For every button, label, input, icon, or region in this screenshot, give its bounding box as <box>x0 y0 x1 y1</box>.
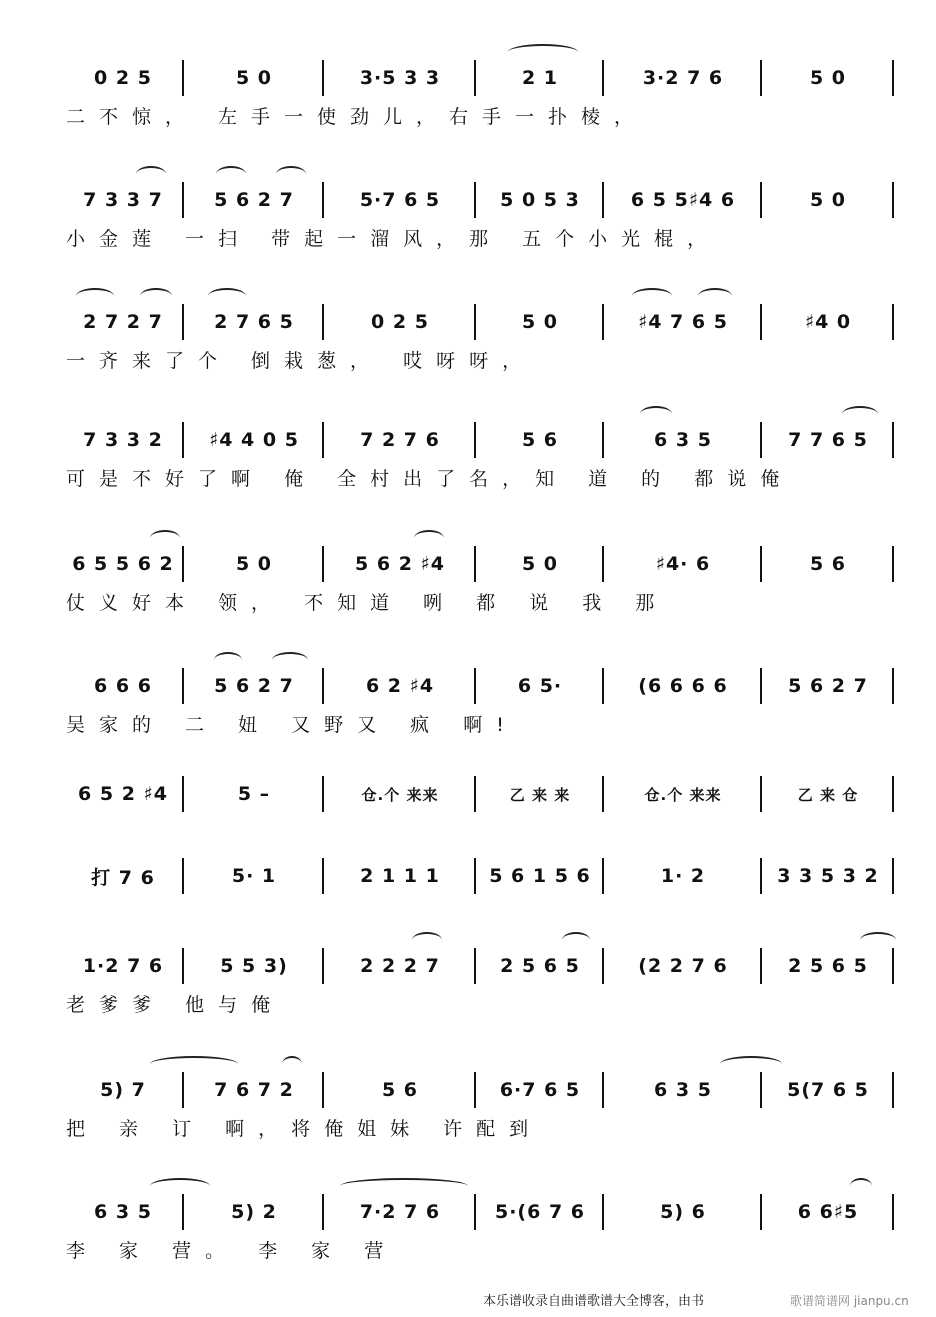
measure: ♯4 0 <box>804 311 852 333</box>
measure: 6 2 ♯4 <box>365 675 435 697</box>
measure: 5 0 5 3 <box>500 189 580 211</box>
lyrics-row <box>66 588 896 618</box>
measure: 5·(6 7 6 <box>494 1201 585 1223</box>
barline <box>322 776 324 812</box>
barline <box>760 1072 762 1108</box>
barline <box>892 1194 894 1230</box>
barline <box>602 182 604 218</box>
slur-mark <box>632 288 672 304</box>
barline <box>760 948 762 984</box>
measure: 5) 7 <box>100 1079 146 1101</box>
measure: 7 3 3 7 <box>83 189 163 211</box>
measure: ♯4 4 0 5 <box>209 429 299 451</box>
slur-mark <box>136 166 166 182</box>
lyrics-line: 二不惊， 左手一使劲儿，右手一扑棱， <box>66 106 648 128</box>
slur-mark <box>698 288 732 304</box>
measure: 2 5 6 5 <box>500 955 580 977</box>
source-note: 本乐谱收录自曲谱歌谱大全博客，由书 <box>483 1294 705 1309</box>
barline <box>602 858 604 894</box>
measure: 3 3 5 3 2 <box>777 865 879 887</box>
barline <box>760 422 762 458</box>
measure: 打 7 6 <box>91 866 155 889</box>
measure: 1· 2 <box>660 865 706 887</box>
slur-mark <box>412 932 442 948</box>
notes-row <box>66 946 896 986</box>
slur-mark <box>276 166 306 182</box>
barline <box>892 60 894 96</box>
slur-mark <box>860 932 896 948</box>
barline <box>474 776 476 812</box>
barline <box>892 422 894 458</box>
notes-row <box>66 302 896 342</box>
measure: 5 0 <box>809 67 847 89</box>
measure: 5(7 6 5 <box>787 1079 869 1101</box>
measure: ♯4· 6 <box>655 553 711 575</box>
measure: 5 6 2 ♯4 <box>355 553 445 575</box>
measure: 5 0 <box>521 553 559 575</box>
measure: 仓.个 来来 <box>361 785 439 804</box>
measure: 2 5 6 5 <box>788 955 868 977</box>
lyrics-row <box>66 710 896 740</box>
barline <box>182 182 184 218</box>
measure: 5 6 <box>809 553 847 575</box>
barline <box>474 668 476 704</box>
barline <box>182 60 184 96</box>
notes-row <box>66 180 896 220</box>
lyrics-row <box>66 102 896 132</box>
measure: 5 6 2 7 <box>214 675 294 697</box>
barline <box>322 668 324 704</box>
measure: 6 6♯5 <box>797 1201 859 1223</box>
lyrics-row <box>66 900 896 930</box>
slur-mark <box>76 288 114 304</box>
slur-mark <box>216 166 246 182</box>
footer <box>0 1284 936 1314</box>
slur-mark <box>850 1178 872 1194</box>
measure: 6 5· <box>517 675 563 697</box>
barline <box>602 546 604 582</box>
lyrics-row <box>66 346 896 376</box>
measure: 7 6 7 2 <box>214 1079 294 1101</box>
barline <box>474 948 476 984</box>
barline <box>182 858 184 894</box>
measure: 7 7 6 5 <box>788 429 868 451</box>
barline <box>322 1072 324 1108</box>
measure: 5 6 1 5 6 <box>489 865 591 887</box>
barline <box>182 304 184 340</box>
measure: 5 0 <box>809 189 847 211</box>
slur-mark <box>340 1178 468 1194</box>
barline <box>892 1072 894 1108</box>
measure: 0 2 5 <box>371 311 429 333</box>
lyrics-line: 一齐来了个 倒栽葱， 哎呀呀， <box>66 350 536 372</box>
barline <box>182 546 184 582</box>
measure: 5 – <box>237 783 271 805</box>
barline <box>760 546 762 582</box>
lyrics-line: 把 亲 订 啊，将俺姐妹 许配到 <box>66 1118 543 1140</box>
barline <box>602 1072 604 1108</box>
slur-mark <box>562 932 590 948</box>
barline <box>892 948 894 984</box>
measure: 2 1 <box>521 67 559 89</box>
slur-mark <box>842 406 878 422</box>
barline <box>760 1194 762 1230</box>
measure: 5 6 2 7 <box>214 189 294 211</box>
measure: 2 7 2 7 <box>83 311 163 333</box>
barline <box>474 1072 476 1108</box>
barline <box>182 948 184 984</box>
barline <box>892 776 894 812</box>
measure: 6 5 5♯4 6 <box>630 189 736 211</box>
measure: 0 2 5 <box>94 67 152 89</box>
slur-mark <box>214 652 242 668</box>
measure: 5 5 3) <box>220 955 288 977</box>
barline <box>602 776 604 812</box>
lyrics-row <box>66 464 896 494</box>
barline <box>892 858 894 894</box>
barline <box>182 776 184 812</box>
barline <box>760 304 762 340</box>
measure: 7 3 3 2 <box>83 429 163 451</box>
slur-mark <box>140 288 172 304</box>
measure: 5 6 <box>521 429 559 451</box>
lyrics-row <box>66 990 896 1020</box>
barline <box>602 422 604 458</box>
measure: ♯4 7 6 5 <box>638 311 728 333</box>
slur-mark <box>208 288 246 304</box>
barline <box>760 668 762 704</box>
lyrics-line: 老爹爹 他与俺 <box>66 994 285 1016</box>
barline <box>182 1194 184 1230</box>
notes-row <box>66 58 896 98</box>
measure: 5·7 6 5 <box>359 189 441 211</box>
measure: 6 3 5 <box>654 1079 712 1101</box>
barline <box>760 776 762 812</box>
measure: 5 0 <box>235 553 273 575</box>
notes-row <box>66 1192 896 1232</box>
barline <box>602 668 604 704</box>
slur-mark <box>150 1056 238 1072</box>
measure: (6 6 6 6 <box>638 675 728 697</box>
barline <box>602 60 604 96</box>
barline <box>892 304 894 340</box>
barline <box>892 668 894 704</box>
measure: 2 7 6 5 <box>214 311 294 333</box>
lyrics-line <box>66 900 896 930</box>
barline <box>602 948 604 984</box>
barline <box>322 422 324 458</box>
barline <box>182 1072 184 1108</box>
barline <box>760 182 762 218</box>
barline <box>474 546 476 582</box>
measure: 乙 来 来 <box>509 785 571 804</box>
lyrics-line: 吴家的 二 妞 又野又 疯 啊! <box>66 714 518 736</box>
barline <box>474 1194 476 1230</box>
measure: 2 1 1 1 <box>360 865 440 887</box>
measure: 6 5 5 6 2 <box>72 553 174 575</box>
measure: 5 6 <box>381 1079 419 1101</box>
barline <box>322 858 324 894</box>
slur-mark <box>720 1056 782 1072</box>
measure: 7·2 7 6 <box>359 1201 441 1223</box>
watermark: 歌谱简谱网 jianpu.cn <box>790 1294 909 1308</box>
slur-mark <box>414 530 444 546</box>
barline <box>322 182 324 218</box>
notes-row <box>66 856 896 896</box>
measure: 2 2 2 7 <box>360 955 440 977</box>
barline <box>474 304 476 340</box>
measure: (2 2 7 6 <box>638 955 728 977</box>
barline <box>474 422 476 458</box>
barline <box>760 858 762 894</box>
measure: 5) 2 <box>231 1201 277 1223</box>
notes-row <box>66 420 896 460</box>
barline <box>892 182 894 218</box>
measure: 5· 1 <box>231 865 277 887</box>
measure: 6 3 5 <box>94 1201 152 1223</box>
lyrics-line: 可是不好了啊 俺 全村出了名，知 道 的 都说俺 <box>66 468 794 490</box>
measure: 6 3 5 <box>654 429 712 451</box>
slur-mark <box>150 530 180 546</box>
barline <box>182 668 184 704</box>
barline <box>182 422 184 458</box>
barline <box>474 182 476 218</box>
notes-row <box>66 544 896 584</box>
barline <box>322 304 324 340</box>
lyrics-row <box>66 224 896 254</box>
measure: 1·2 7 6 <box>82 955 164 977</box>
barline <box>602 1194 604 1230</box>
measure: 5) 6 <box>660 1201 706 1223</box>
notes-row <box>66 774 896 814</box>
barline <box>322 546 324 582</box>
barline <box>322 948 324 984</box>
barline <box>602 304 604 340</box>
slur-mark <box>640 406 672 422</box>
lyrics-line: 小金莲 一扫 带起一溜风，那 五个小光棍， <box>66 228 721 250</box>
barline <box>474 60 476 96</box>
lyrics-line <box>66 818 896 848</box>
measure: 3·5 3 3 <box>359 67 441 89</box>
lyrics-line: 李 家 营。 李 家 营 <box>66 1240 398 1262</box>
measure: 5 0 <box>235 67 273 89</box>
barline <box>892 546 894 582</box>
slur-mark <box>272 652 308 668</box>
measure: 5 6 2 7 <box>788 675 868 697</box>
measure: 乙 来 仓 <box>797 785 859 804</box>
lyrics-line: 仗义好本 领， 不知道 咧 都 说 我 那 <box>66 592 669 614</box>
lyrics-row <box>66 818 896 848</box>
barline <box>474 858 476 894</box>
measure: 5 0 <box>521 311 559 333</box>
barline <box>760 60 762 96</box>
measure: 6 5 2 ♯4 <box>78 783 168 805</box>
slur-mark <box>508 44 578 60</box>
lyrics-row <box>66 1114 896 1144</box>
barline <box>322 60 324 96</box>
barline <box>322 1194 324 1230</box>
notes-row <box>66 1070 896 1110</box>
measure: 3·2 7 6 <box>642 67 724 89</box>
slur-mark <box>282 1056 302 1072</box>
measure: 6·7 6 5 <box>499 1079 581 1101</box>
measure: 仓.个 来来 <box>644 785 722 804</box>
measure: 6 6 6 <box>94 675 152 697</box>
lyrics-row <box>66 1236 896 1266</box>
notes-row <box>66 666 896 706</box>
slur-mark <box>150 1178 210 1194</box>
measure: 7 2 7 6 <box>360 429 440 451</box>
